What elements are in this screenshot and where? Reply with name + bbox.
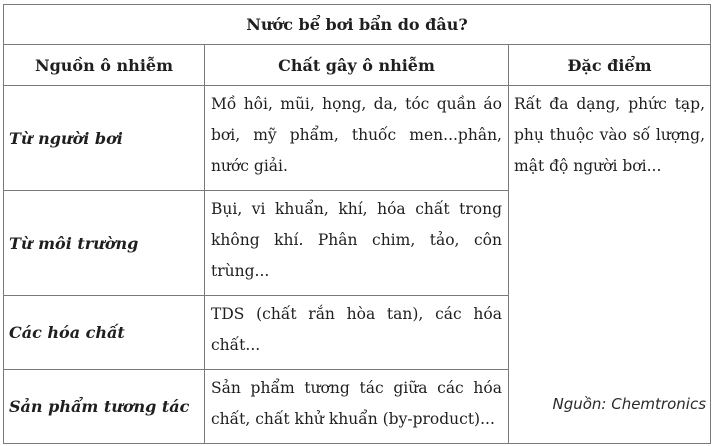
pollution-table xyxy=(3,4,711,444)
feature-text: Rất đa dạng, phức tạp, phụ thuộc vào số lượng, mật độ người bơi... xyxy=(514,95,706,175)
agent-cell: TDS (chất rắn hòa tan), các hóa chất... xyxy=(205,296,509,370)
table-title: Nước bể bơi bẩn do đâu? xyxy=(4,5,711,45)
source-cell: Từ môi trường xyxy=(4,191,205,296)
source-cell: Các hóa chất xyxy=(4,296,205,370)
header-agent: Chất gây ô nhiễm xyxy=(205,45,509,86)
agent-cell: Bụi, vi khuẩn, khí, hóa chất trong không khí. Phân chim, tảo, côn trùng... xyxy=(205,191,509,296)
source-note: Nguồn: Chemtronics xyxy=(552,395,707,413)
agent-cell: Sản phẩm tương tác giữa các hóa chất, chất khử khuẩn (by-product)... xyxy=(205,370,509,444)
source-cell: Sản phẩm tương tác xyxy=(4,370,205,444)
table-row xyxy=(4,86,711,191)
agent-cell: Mồ hôi, mũi, họng, da, tóc quần áo bơi, mỹ phẩm, thuốc men...phân, nước giải. xyxy=(205,86,509,191)
header-source: Nguồn ô nhiễm xyxy=(4,45,205,86)
header-feature: Đặc điểm xyxy=(509,45,711,86)
source-cell: Từ người bơi xyxy=(4,86,205,191)
feature-cell xyxy=(509,86,711,444)
